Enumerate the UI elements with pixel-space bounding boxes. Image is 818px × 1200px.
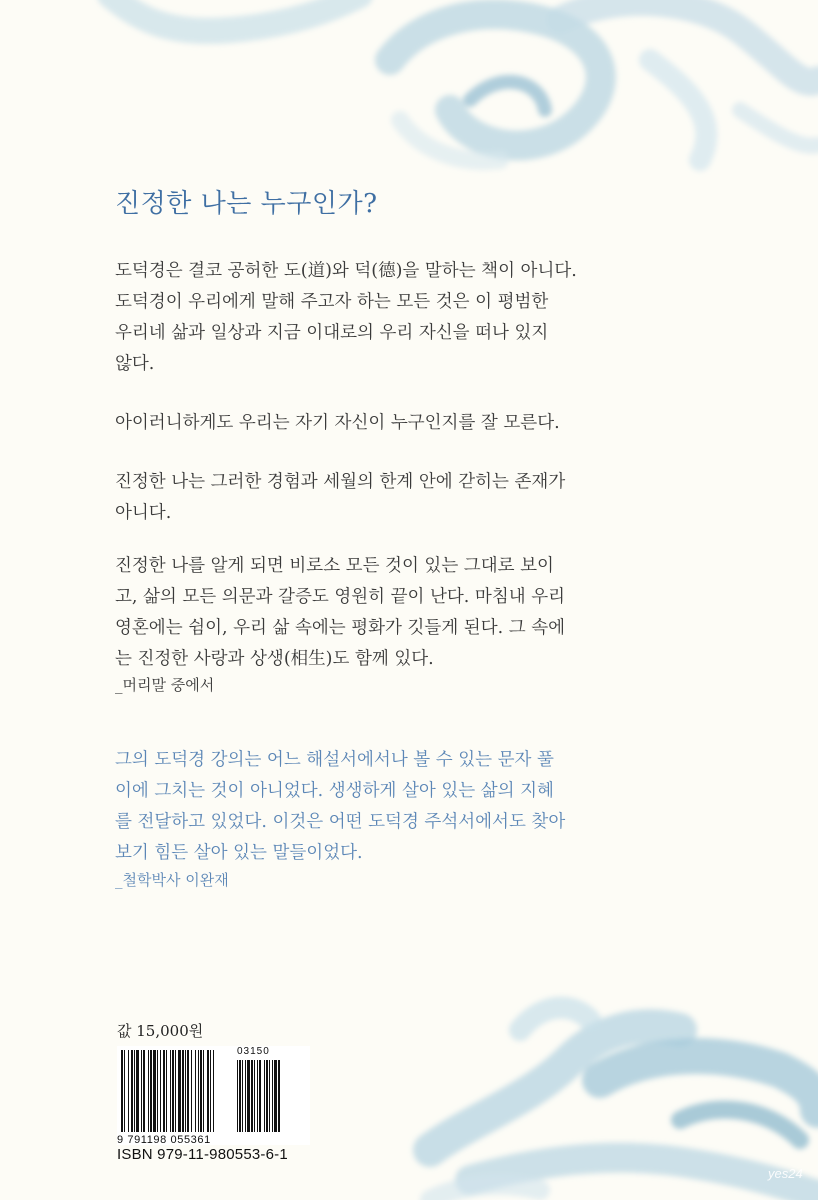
barcode-block	[117, 1046, 310, 1145]
paragraph-2: 아이러니하게도 우리는 자기 자신이 누구인지를 잘 모른다.	[115, 413, 560, 433]
endorsement-attribution: _철학박사 이완재	[115, 871, 229, 889]
barcode-icon	[117, 1046, 310, 1145]
isbn-number: ISBN 979-11-980553-6-1	[117, 1146, 288, 1163]
page-title: 진정한 나는 누구인가?	[115, 189, 378, 219]
price-label: 값 15,000원	[117, 1022, 204, 1040]
paragraph-4: 진정한 나를 알게 되면 비로소 모든 것이 있는 그대로 보이 고, 삶의 모든 의문과 갈증도 영원히 끝이 난다. 마침내 우리 영혼에는 쉼이, 우리 삶 속에는 평화가 깃들게 된다. 그 속에 는 진정한 사랑과 상생(相生)도 함께 있다.	[115, 556, 566, 669]
watermark-logo: yes24	[768, 1166, 803, 1181]
endorsement-quote: 그의 도덕경 강의는 어느 해설서에서나 볼 수 있는 문자 풀 이에 그치는 것이 아니었다. 생생하게 살아 있는 삶의 지혜 를 전달하고 있었다. 이것은 어떤 도덕경 주석서에서도 찾아 보기 힘든 살아 있는 말들이었다.	[115, 750, 566, 863]
preface-attribution: _머리말 중에서	[115, 676, 215, 694]
barcode-addon-digits: 03150	[237, 1046, 270, 1057]
watercolor-swirl-top	[0, 0, 818, 200]
paragraph-1: 도덕경은 결코 공허한 도(道)와 덕(德)을 말하는 책이 아니다. 도덕경이 우리에게 말해 주고자 하는 모든 것은 이 평범한 우리네 삶과 일상과 지금 이대로의 우리 자신을 떠나 있지 않다.	[115, 261, 577, 374]
paragraph-3: 진정한 나는 그러한 경험과 세월의 한계 안에 갇히는 존재가 아니다.	[115, 472, 566, 523]
barcode-digits: 9 791198 055361	[117, 1134, 211, 1146]
